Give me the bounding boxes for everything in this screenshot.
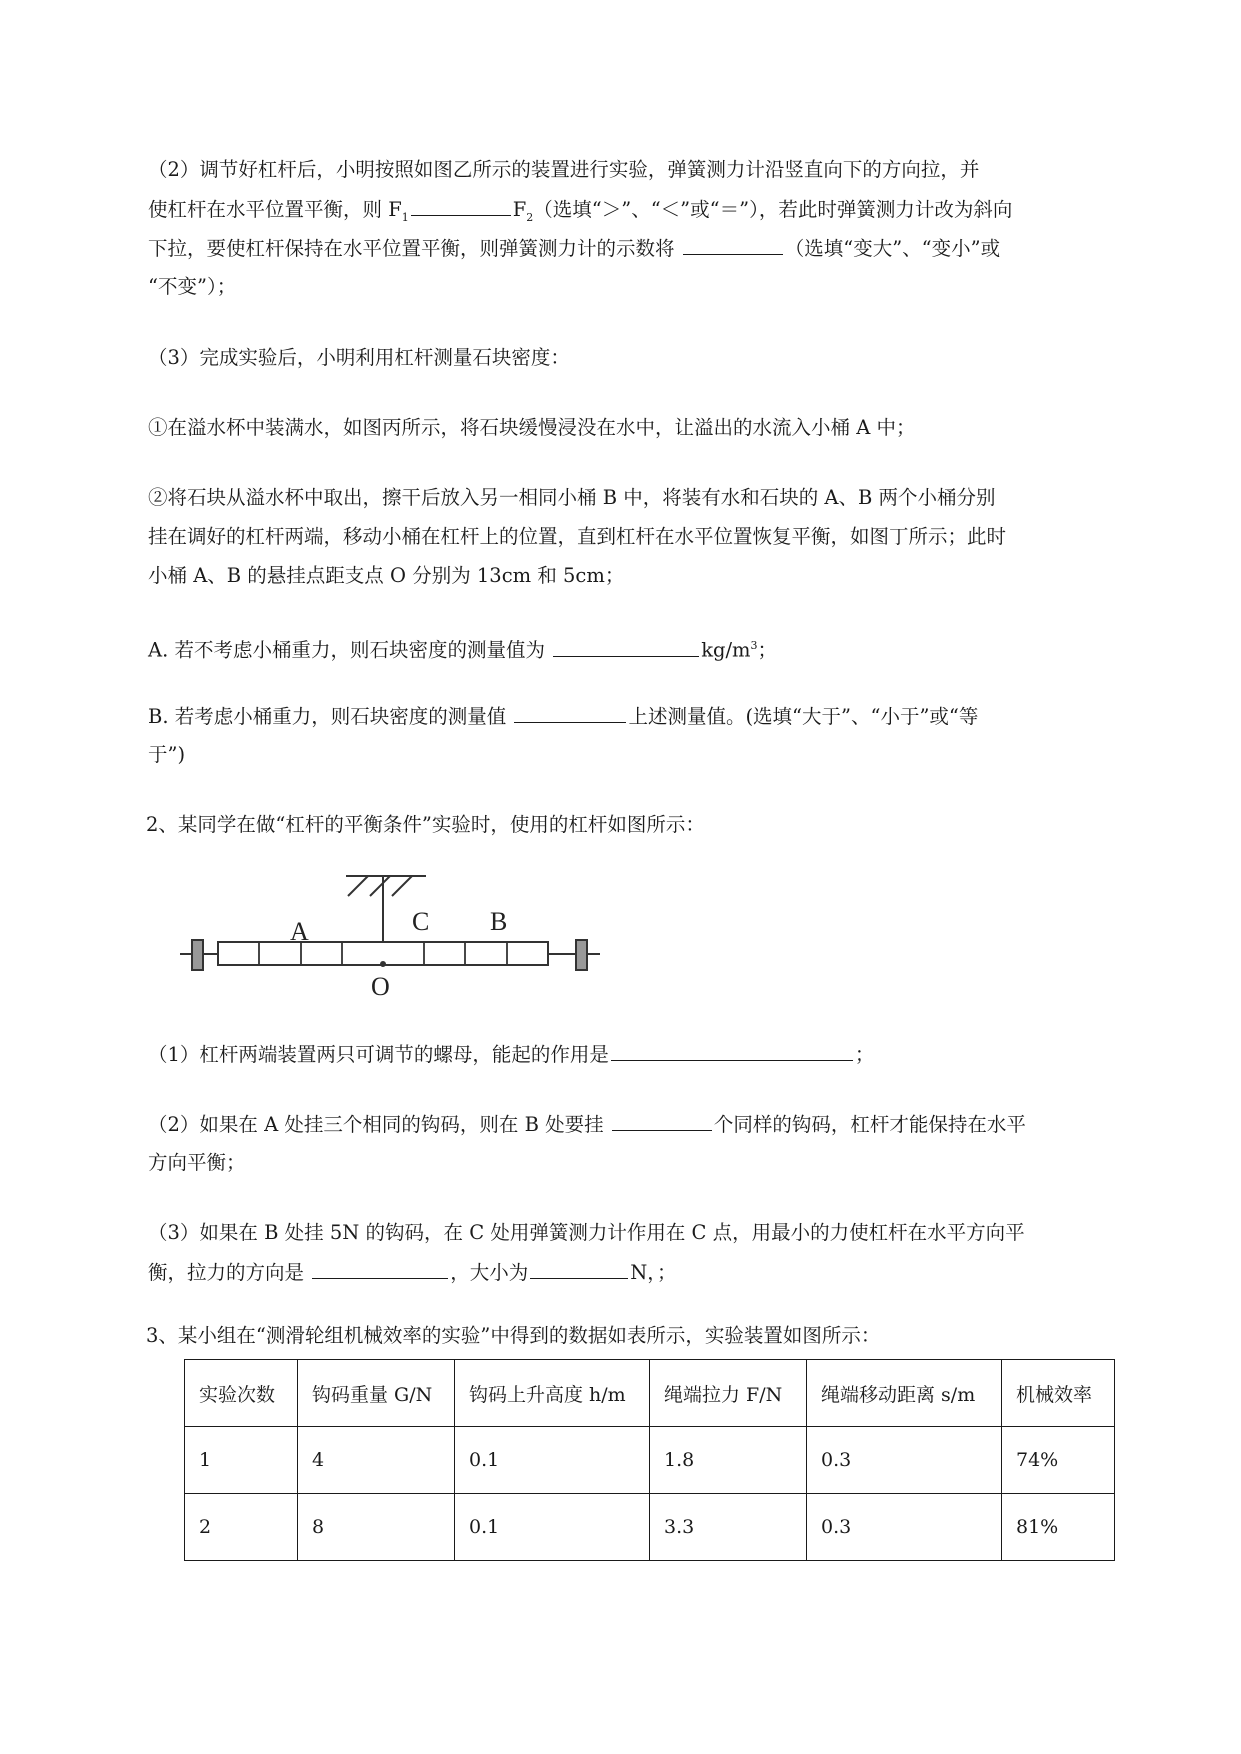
q1-part2-line4: “不变”）； xyxy=(148,275,237,298)
q1-part2-line1: （2）调节好杠杆后，小明按照如图乙所示的装置进行实验，弹簧测力计沿竖直向下的方向拉，并 xyxy=(148,158,980,181)
table-cell: 81% xyxy=(1002,1494,1115,1561)
answer-blank-hook-count[interactable] xyxy=(612,1110,712,1131)
left-balance-nut xyxy=(192,940,203,970)
table-row xyxy=(185,1494,1115,1561)
q1-subquestion-b: B. 若考虑小桶重力，则石块密度的测量值 上述测量值。(选填“大于”、“小于”或“等 xyxy=(148,702,978,731)
q1-part2-line2: 使杠杆在水平位置平衡，则 $F_1$ $F_2$（选填“＞”、“＜”或“＝”），若此时弹簧测力计改为斜向 xyxy=(148,195,1012,232)
table-cell: 0.1 xyxy=(455,1494,650,1561)
table-cell: 1 xyxy=(185,1427,298,1494)
q1-subquestion-b-line2: 于”) xyxy=(148,743,186,766)
q1-step2-line2: 挂在调好的杠杆两端，移动小桶在杠杆上的位置，直到杠杆在水平位置恢复平衡，如图丁所示；此时 xyxy=(148,525,1007,548)
q2-part3-line1: （3）如果在 B 处挂 5N 的钩码，在 C 处用弹簧测力计作用在 C 点，用最小的力使杠杆在水平方向平 xyxy=(148,1221,1025,1244)
table-cell: 74% xyxy=(1002,1427,1115,1494)
answer-blank-f1-f2[interactable] xyxy=(411,195,511,216)
table-cell: 1.8 xyxy=(650,1427,807,1494)
table-cell: 0.1 xyxy=(455,1427,650,1494)
right-balance-nut xyxy=(576,940,587,970)
table-header: 钩码重量 G/N xyxy=(298,1360,455,1427)
table-header: 实验次数 xyxy=(185,1360,298,1427)
table-cell: 4 xyxy=(298,1427,455,1494)
ceiling-hatch xyxy=(370,876,390,896)
ceiling-hatch xyxy=(348,876,368,896)
answer-blank-spring-reading[interactable] xyxy=(683,234,783,255)
answer-blank-density[interactable] xyxy=(553,636,699,657)
table-header: 钩码上升高度 h/m xyxy=(455,1360,650,1427)
lever-diagram xyxy=(178,870,618,1020)
table-cell: 8 xyxy=(298,1494,455,1561)
label-o: O xyxy=(371,972,390,1001)
answer-blank-force-magnitude[interactable] xyxy=(530,1258,628,1279)
q2-part2-line2: 方向平衡； xyxy=(148,1151,246,1174)
table-cell: 0.3 xyxy=(807,1427,1002,1494)
table-header: 机械效率 xyxy=(1002,1360,1115,1427)
table-header: 绳端移动距离 s/m xyxy=(807,1360,1002,1427)
q1-step2-line1: ②将石块从溢水杯中取出，擦干后放入另一相同小桶 B 中，将装有水和石块的 A、B 两个小桶分别 xyxy=(148,486,996,509)
q1-subquestion-a: A. 若不考虑小桶重力，则石块密度的测量值为 $kg/m^3$； xyxy=(148,632,777,665)
table-row xyxy=(185,1427,1115,1494)
ceiling-hatch xyxy=(392,876,412,896)
table-header: 绳端拉力 F/N xyxy=(650,1360,807,1427)
table-cell: 0.3 xyxy=(807,1494,1002,1561)
q2-part1: （1）杠杆两端装置两只可调节的螺母，能起的作用是 ； xyxy=(148,1040,874,1069)
q2-part2: （2）如果在 A 处挂三个相同的钩码，则在 B 处要挂 个同样的钩码，杠杆才能保持在水平 xyxy=(148,1110,1026,1139)
q1-part3-heading: （3）完成实验后，小明利用杠杆测量石块密度： xyxy=(148,346,570,369)
q2-part3-line2: 衡，拉力的方向是 ，大小为 N，； xyxy=(148,1258,677,1287)
label-a: A xyxy=(290,917,309,946)
q1-step2-line3: 小桶 A、B 的悬挂点距支点 O 分别为 13cm 和 5cm； xyxy=(148,564,625,587)
label-b: B xyxy=(490,907,508,936)
answer-blank-compare[interactable] xyxy=(514,702,626,723)
q2-intro: 2、某同学在做“杠杆的平衡条件”实验时，使用的杠杆如图所示： xyxy=(146,813,705,836)
label-c: C xyxy=(412,907,430,936)
table-header-row xyxy=(185,1360,1115,1427)
q1-part2-line3: 下拉，要使杠杆保持在水平位置平衡，则弹簧测力计的示数将 （选填“变大”、“变小”或 xyxy=(148,234,1000,263)
q3-intro: 3、某小组在“测滑轮组机械效率的实验”中得到的数据如表所示，实验装置如图所示： xyxy=(146,1324,881,1347)
table-cell: 2 xyxy=(185,1494,298,1561)
efficiency-table xyxy=(184,1359,1115,1561)
table-cell: 3.3 xyxy=(650,1494,807,1561)
q1-step1: ①在溢水杯中装满水，如图丙所示，将石块缓慢浸没在水中，让溢出的水流入小桶 A 中； xyxy=(148,416,916,439)
answer-blank-force-direction[interactable] xyxy=(312,1258,448,1279)
pivot-point xyxy=(380,961,386,967)
answer-blank-nut-purpose[interactable] xyxy=(611,1040,853,1061)
